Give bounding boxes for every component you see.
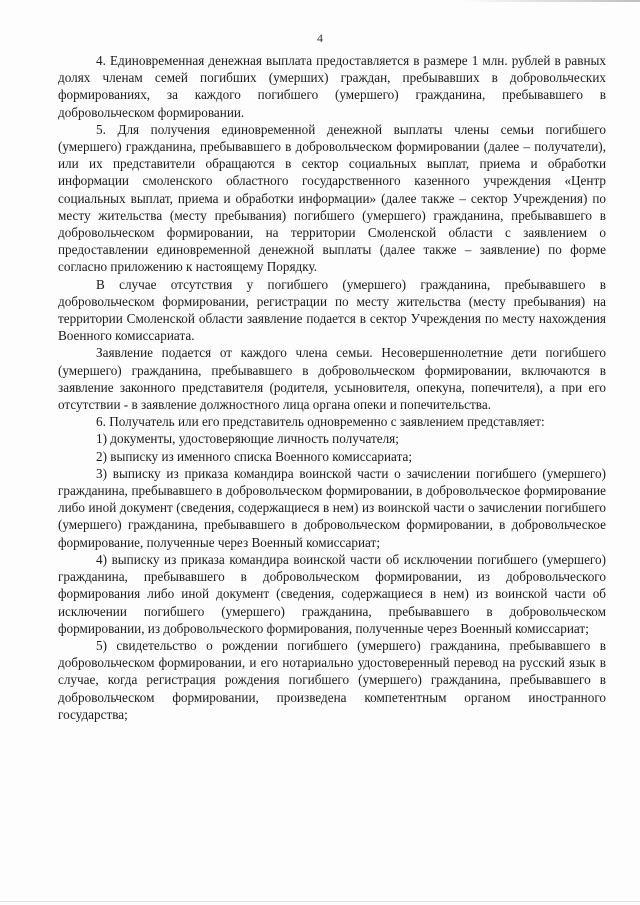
list-item-4: 4) выписку из приказа командира воинской части об исключении погибшего (умершего) гражданина, пребывавшего в добровольческом формировании, из добровольческого формирования либо иной документ (сведения, содержащиеся в нем) из воинской части об исключении погибшего (умершего) гражданина, пребывавшего в добровольческом формировании, из добровольческого формирования, полученные через Военный комиссариат;	[58, 551, 606, 636]
paragraph-item-4: 4. Единовременная денежная выплата предоставляется в размере 1 млн. рублей в равных долях членам семей погибших (умерших) граждан, пребывавших в добровольческих формированиях, за каждого погибшего (умершего) гражданина, пребывавшего в добровольческом формировании.	[58, 53, 606, 120]
scan-edge-bottom	[0, 901, 640, 902]
list-item-3: 3) выписку из приказа командира воинской части о зачислении погибшего (умершего) гражданина, пребывавшего в добровольческом формировании, в добровольческое формирование либо иной документ (сведения, содержащиеся в нем) из воинской части о зачислении погибшего (умершего) гражданина, пребывавшего в добровольческом формировании, в добровольческое формирование, полученные через Военный комиссариат;	[58, 465, 606, 550]
scan-edge-top	[460, 0, 640, 2]
page-number: 4	[317, 31, 323, 45]
paragraph-item-6: 6. Получатель или его представитель одновременно с заявлением представляет:	[96, 414, 545, 430]
list-item-1: 1) документы, удостоверяющие личность получателя;	[96, 431, 399, 447]
paragraph-no-registration: В случае отсутствия у погибшего (умершего) гражданина, пребывавшего в добровольческом формировании, регистрации по месту жительства (месту пребывания) на территории Смоленской области заявление подается в сектор Учреждения по месту нахождения Военного комиссариата.	[58, 276, 606, 344]
list-item-5: 5) свидетельство о рождении погибшего (умершего) гражданина, пребывавшего в добровольческом формировании, и его нотариально удостоверенный перевод на русский язык в случае, когда регистрация рождения погибшего (умершего) гражданина, пребывавшего в добровольческом формировании, произведена компетентным органом иностранного государства;	[58, 637, 606, 722]
paragraph-item-5: 5. Для получения единовременной денежной выплаты члены семьи погибшего (умершего) гражданина, пребывавшего в добровольческом формировании (далее – получатели), или их представители обращаются в сектор социальных выплат, приема и обработки информации смоленского областного государственного казенного учреждения «Центр социальных выплат, приема и обработки информации» (далее также – сектор Учреждения) по месту жительства (месту пребывания) погибшего (умершего) гражданина, пребывавшего в добровольческом формировании, на территории Смоленской области с заявлением о предоставлении единовременной денежной выплаты (далее также – заявление) по форме согласно приложению к настоящему Порядку.	[58, 121, 606, 275]
paragraph-application-per-member: Заявление подается от каждого члена семьи. Несовершеннолетние дети погибшего (умершего) гражданина, пребывавшего в добровольческом формировании, включаются в заявление законного представителя (родителя, усыновителя, опекуна, попечителя), а при его отсутствии - в заявление должностного лица органа опеки и попечительства.	[58, 345, 606, 413]
list-item-2: 2) выписку из именного списка Военного комиссариата;	[96, 448, 413, 464]
document-body	[58, 52, 606, 723]
